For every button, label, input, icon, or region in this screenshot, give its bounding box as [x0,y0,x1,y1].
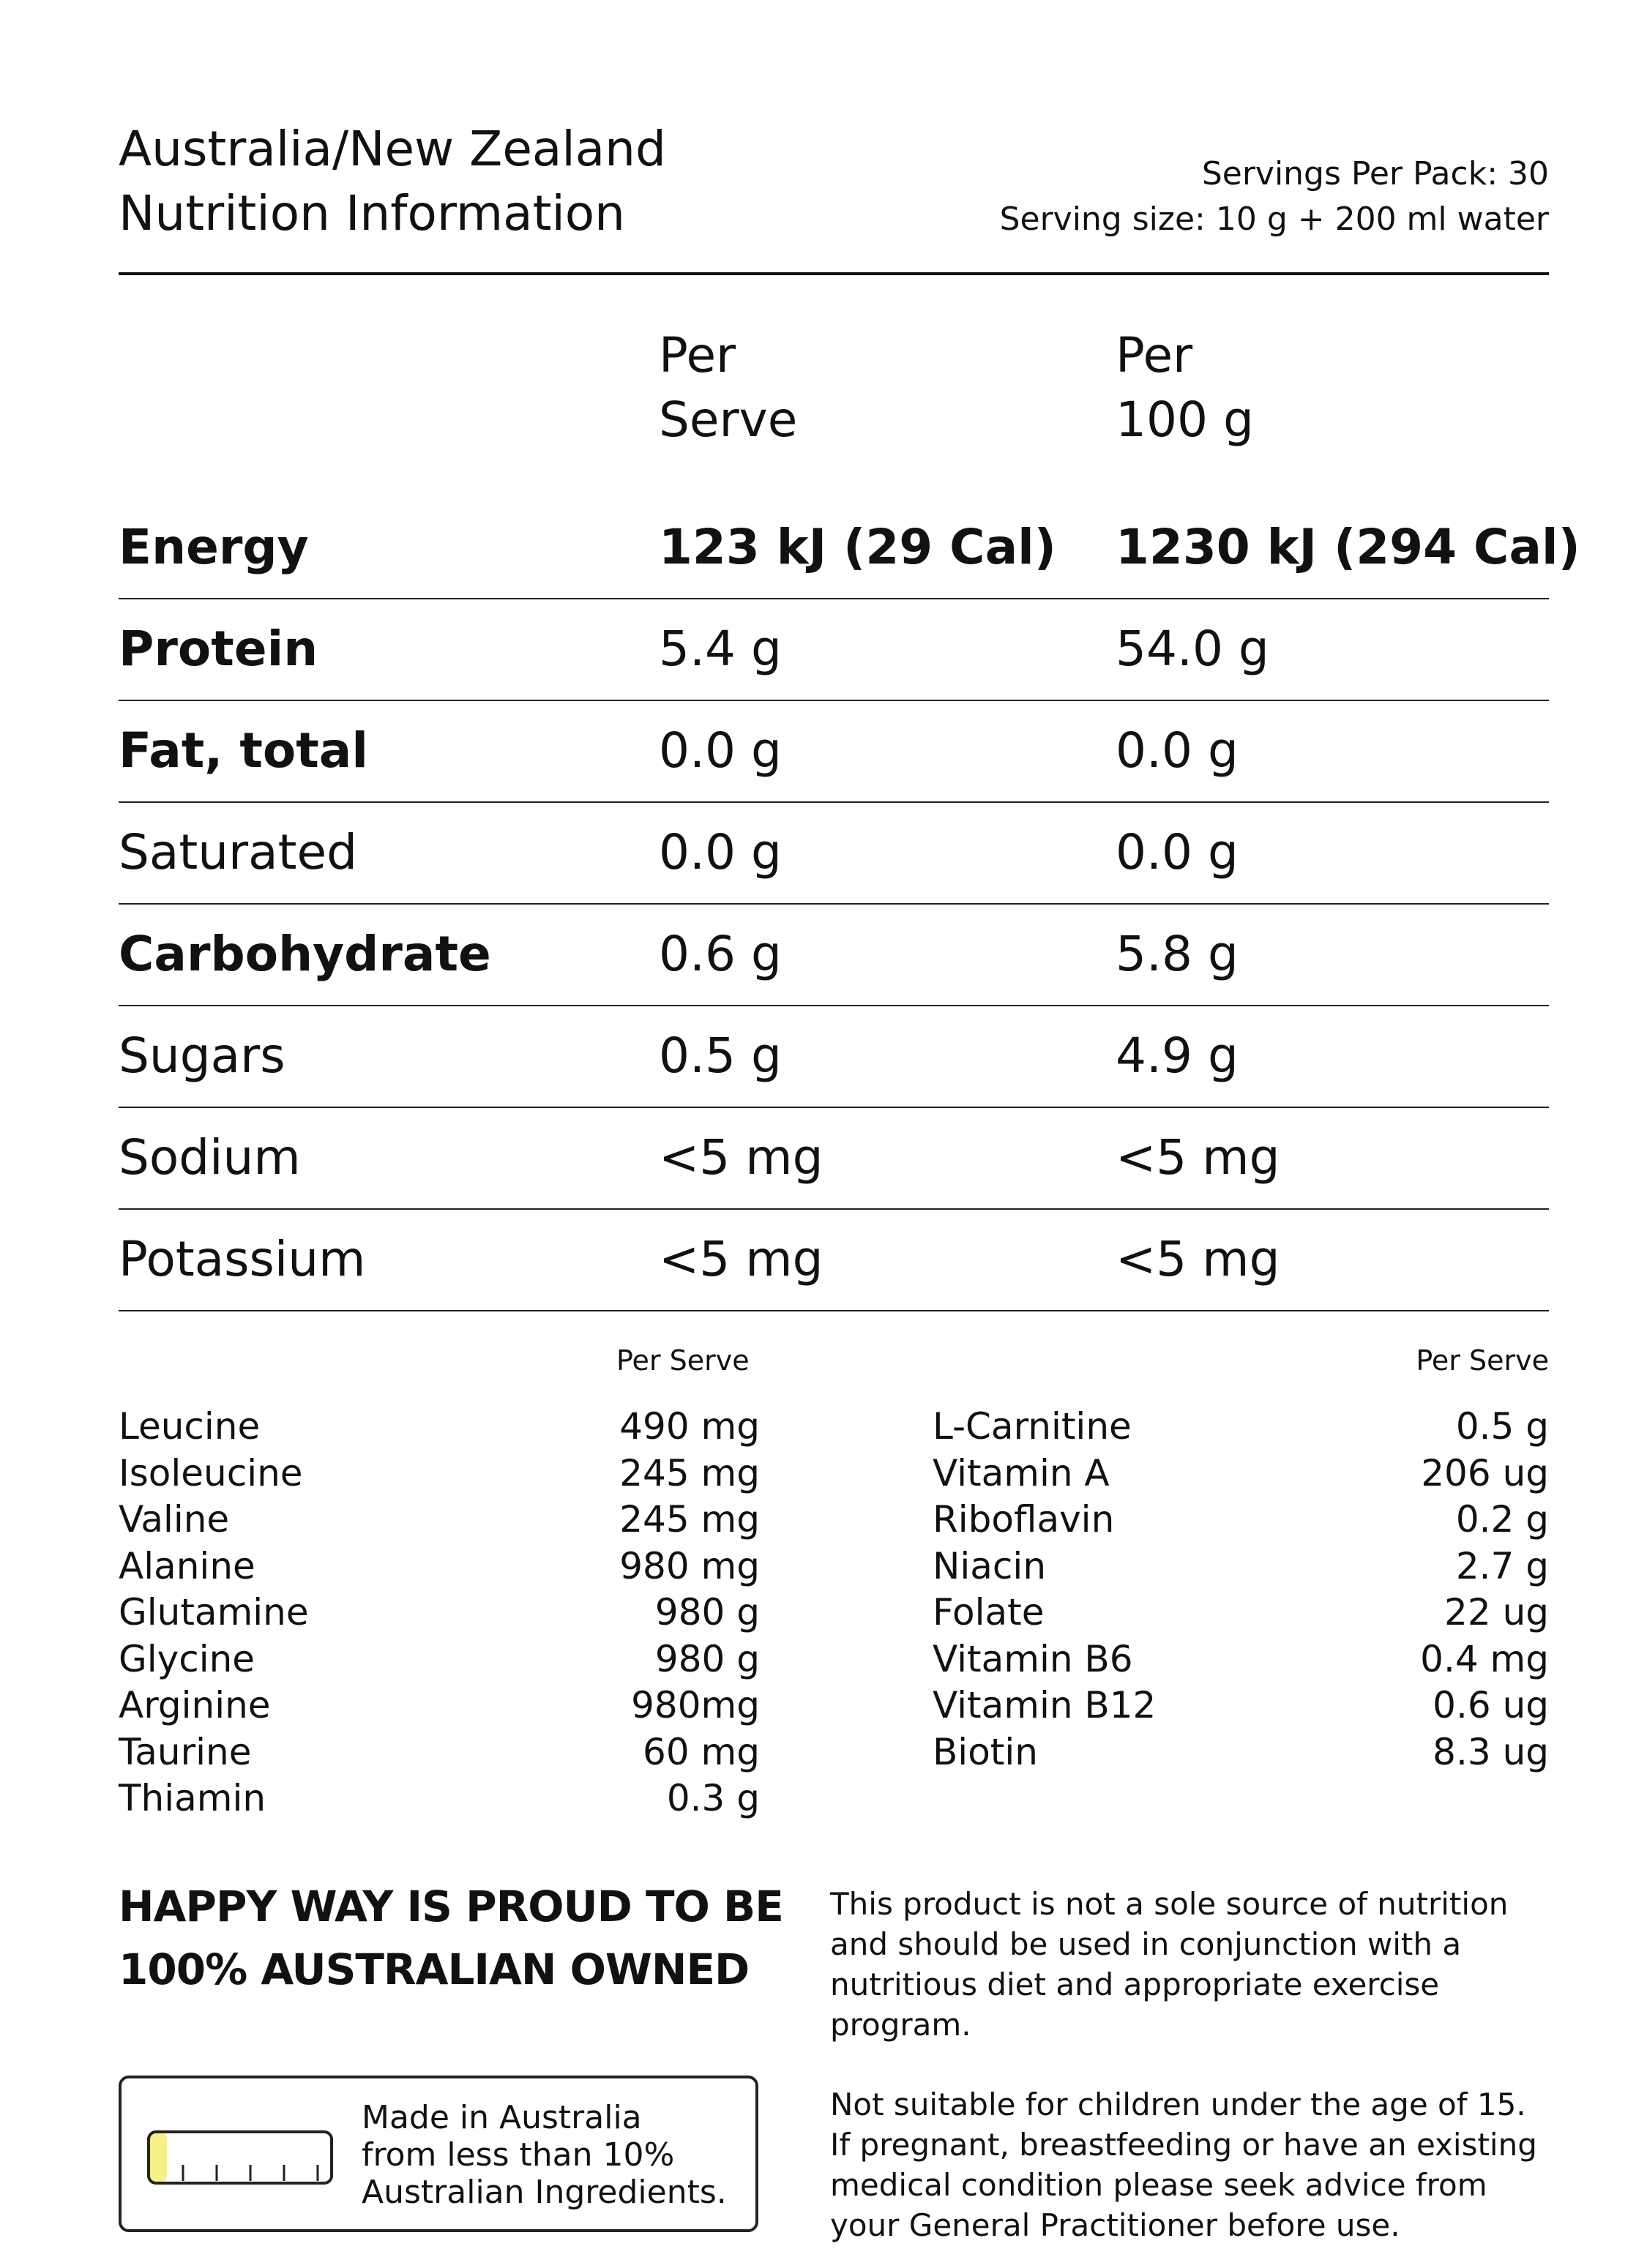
disclaimer1-line1: This product is not a sole source of nutrition [830,1886,1509,1922]
list-item-name: Riboflavin [933,1498,1115,1541]
nutrient-name: Fat, total [119,722,368,779]
list-item-value: 0.6 ug [1433,1684,1549,1726]
made-in-line3: Australian Ingredients. [362,2174,727,2211]
disclaimer1-line3: nutritious diet and appropriate exercise [830,1966,1440,2002]
list-item [119,1775,760,1822]
nutrient-name: Sugars [119,1028,285,1084]
nutrient-row [119,496,1580,599]
vitamin-per-serve-header: Per Serve [1416,1344,1549,1377]
list-item-value: 245 mg [619,1498,760,1541]
list-item-value: 245 mg [619,1451,760,1494]
nutrient-name: Saturated [119,824,358,880]
list-item-name: Vitamin B6 [933,1637,1133,1680]
vitamin-list [933,1404,1549,1775]
list-item-name: Glycine [119,1637,255,1680]
list-item [933,1683,1549,1729]
amino-acid-list [119,1404,760,1822]
list-item-value: 60 mg [643,1730,760,1773]
nutrient-row [119,1107,1549,1210]
nutrient-name: Potassium [119,1231,366,1287]
col-per-serve-line2: Serve [659,392,798,448]
list-item-name: Arginine [119,1684,271,1726]
nutrient-per-serve: <5 mg [659,1129,824,1186]
nutrient-per-serve: 0.0 g [659,722,782,779]
serving-size: Serving size: 10 g + 200 ml water [999,201,1549,238]
disclaimer1-line4: program. [830,2007,971,2043]
list-item-value: 980 mg [619,1544,760,1587]
nutrient-per-100g: 4.9 g [1116,1028,1239,1084]
list-item-value: 490 mg [619,1405,760,1448]
list-item [933,1451,1549,1497]
amino-per-serve-header: Per Serve [616,1344,750,1377]
nutrient-per-100g: 0.0 g [1116,824,1239,880]
list-item [119,1590,760,1636]
nutrient-row [119,903,1549,1006]
label-title-line1: Australia/New Zealand [119,121,666,177]
list-item-name: Glutamine [119,1591,309,1633]
list-item [933,1543,1549,1590]
nutrient-name: Protein [119,621,318,677]
disclaimer-sole-source [830,1884,1562,2045]
list-item-name: Vitamin B12 [933,1684,1157,1726]
made-in-line1: Made in Australia [362,2099,642,2136]
list-item-name: Taurine [119,1730,252,1773]
list-item [119,1543,760,1590]
col-per-100g-line1: Per [1116,327,1193,383]
list-item-name: Leucine [119,1405,261,1448]
list-item [933,1404,1549,1451]
proud-line1: HAPPY WAY IS PROUD TO BE [119,1882,783,1931]
list-item [933,1590,1549,1636]
list-item-value: 980 g [654,1637,760,1680]
label-title-line2: Nutrition Information [119,185,626,242]
list-item [119,1404,760,1451]
list-item [933,1636,1549,1683]
list-item [119,1683,760,1729]
list-item-value: 980 g [654,1591,760,1633]
list-item-value: 0.4 mg [1420,1637,1549,1680]
proud-line2: 100% AUSTRALIAN OWNED [119,1945,750,1994]
nutrient-per-serve: <5 mg [659,1231,824,1287]
list-item-name: Biotin [933,1730,1038,1773]
nutrient-row [119,1005,1549,1108]
list-item [119,1729,760,1776]
nutrient-name: Energy [119,519,309,575]
col-per-serve-line1: Per [659,327,736,383]
list-item-name: Thiamin [119,1777,266,1819]
nutrient-per-serve: 0.5 g [659,1028,782,1084]
list-item-name: Valine [119,1498,230,1541]
list-item [933,1497,1549,1543]
nutrient-per-serve: 123 kJ (29 Cal) [659,519,1056,575]
list-item-name: Niacin [933,1544,1047,1587]
disclaimer2-line3: medical condition please seek advice from [830,2167,1487,2203]
disclaimer-suitability [830,2084,1562,2245]
col-per-100g-line2: 100 g [1116,392,1254,448]
nutrient-row [119,801,1549,905]
nutrient-row [119,700,1549,803]
list-item-value: 8.3 ug [1433,1730,1549,1773]
made-in-line2: from less than 10% [362,2136,675,2174]
nutrient-name: Sodium [119,1129,301,1186]
australian-ingredients-bar-icon [146,2130,334,2185]
nutrient-per-100g: <5 mg [1116,1129,1280,1186]
nutrient-name: Carbohydrate [119,926,491,982]
disclaimer2-line2: If pregnant, breastfeeding or have an existing [830,2127,1537,2163]
list-item-value: 22 ug [1444,1591,1549,1633]
nutrient-row [119,1208,1549,1311]
list-item-name: Alanine [119,1544,255,1587]
list-item-name: Folate [933,1591,1045,1633]
header-divider [119,272,1549,275]
list-item-value: 0.2 g [1455,1498,1549,1541]
made-in-australia-badge [119,2076,758,2232]
servings-per-pack: Servings Per Pack: 30 [1201,155,1549,192]
list-item-value: 980mg [631,1684,760,1726]
list-item-name: L-Carnitine [933,1405,1132,1448]
nutrient-per-serve: 5.4 g [659,621,782,677]
list-item-name: Vitamin A [933,1451,1110,1494]
nutrient-per-serve: 0.0 g [659,824,782,880]
disclaimer2-line1: Not suitable for children under the age of 15. [830,2087,1526,2122]
list-item-value: 0.5 g [1455,1405,1549,1448]
disclaimer1-line2: and should be used in conjunction with a [830,1926,1462,1962]
nutrient-per-100g: 54.0 g [1116,621,1269,677]
nutrient-row [119,598,1549,701]
nutrient-per-serve: 0.6 g [659,926,782,982]
nutrient-per-100g: 5.8 g [1116,926,1239,982]
nutrient-per-100g: <5 mg [1116,1231,1280,1287]
list-item [933,1729,1549,1776]
list-item-value: 2.7 g [1455,1544,1549,1587]
list-item-name: Isoleucine [119,1451,303,1494]
list-item [119,1497,760,1543]
nutrient-per-100g: 1230 kJ (294 Cal) [1116,519,1580,575]
list-item [119,1451,760,1497]
list-item-value: 0.3 g [666,1777,760,1819]
nutrient-per-100g: 0.0 g [1116,722,1239,779]
list-item-value: 206 ug [1421,1451,1549,1494]
list-item [119,1636,760,1683]
disclaimer2-line4: your General Practitioner before use. [830,2207,1400,2243]
